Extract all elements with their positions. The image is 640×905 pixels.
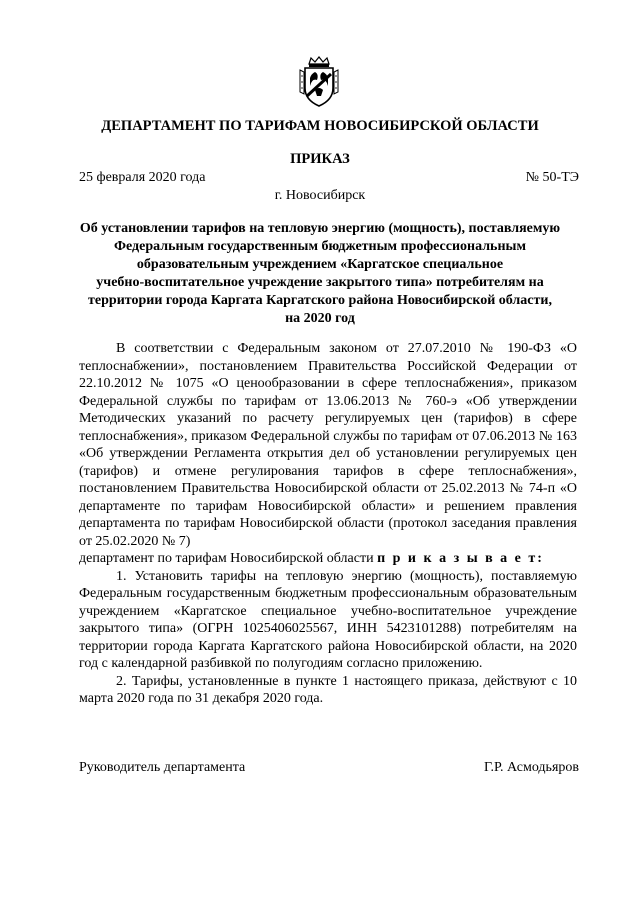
order-subject: [72, 220, 568, 328]
subject-line: образовательным учреждением «Каргатское специальное: [136, 257, 504, 272]
signatory-position: Руководитель департамента: [79, 760, 246, 775]
order-date: 25 февраля 2020 года: [79, 170, 206, 185]
document-type-heading: ПРИКАЗ: [290, 151, 350, 167]
subject-line: учебно-воспитательное учреждение закрытого типа» потребителям на: [96, 275, 544, 290]
decree-word: п р и к а з ы в а е т:: [377, 551, 544, 566]
novosibirsk-coat-of-arms-icon: [297, 56, 341, 108]
order-item-2: 2. Тарифы, установленные в пункте 1 настоящего приказа, действуют с 10 марта 2020 года по 31 декабря 2020 года.: [79, 673, 577, 706]
department-title: ДЕПАРТАМЕНТ ПО ТАРИФАМ НОВОСИБИРСКОЙ ОБЛАСТИ: [101, 118, 539, 134]
signatory-name: Г.Р. Асмодьяров: [483, 760, 579, 775]
order-body: [79, 340, 577, 708]
preamble-paragraph: В соответствии с Федеральным законом от 27.07.2010 № 190-ФЗ «О теплоснабжении», постановлением Правительства Российской Федерации от 22.10.2012 № 1075 «О ценообразовании в сфере теплоснабжения», приказом Федеральной службы по тарифам от 13.06.2013 № 760-э «Об утверждении Методических указаний по расчету регулируемых цен (тарифов) в сфере теплоснабжения», приказом Федеральной службы по тарифам от 07.06.2013 № 163 «Об утверждении Регламента открытия дел об установлении регулируемых цен (тарифов) и отмене регулирования тарифов в сфере теплоснабжения», постановлением Правительства Новосибирской области от 25.02.2013 № 74-п «О департаменте по тарифам Новосибирской области» и решением правления департамента по тарифам Новосибирской области (протокол заседания правления от 25.02.2020 № 7): [79, 341, 577, 549]
decree-line: [79, 550, 577, 568]
subject-line: Федеральным государственным бюджетным профессиональным: [113, 239, 526, 254]
subject-line: Об установлении тарифов на тепловую энергию (мощность), поставляемую: [79, 221, 561, 236]
order-item-1: 1. Установить тарифы на тепловую энергию (мощность), поставляемую Федеральным государственным бюджетным профессиональным образовательным учреждением «Каргатское специальное учебно-воспитательное учреждение закрытого типа» (ОГРН 1025406025567, ИНН 5423101288) потребителям на территории города Каргата Каргатского района Новосибирской области, на 2020 год с календарной разбивкой по полугодиям согласно приложению.: [79, 568, 577, 671]
subject-line: территории города Каргата Каргатского района Новосибирской области,: [88, 293, 552, 308]
order-city: г. Новосибирск: [274, 188, 366, 203]
decree-lead: департамент по тарифам Новосибирской области: [79, 551, 374, 566]
order-number: № 50-ТЭ: [525, 170, 579, 185]
subject-line: на 2020 год: [285, 311, 355, 326]
